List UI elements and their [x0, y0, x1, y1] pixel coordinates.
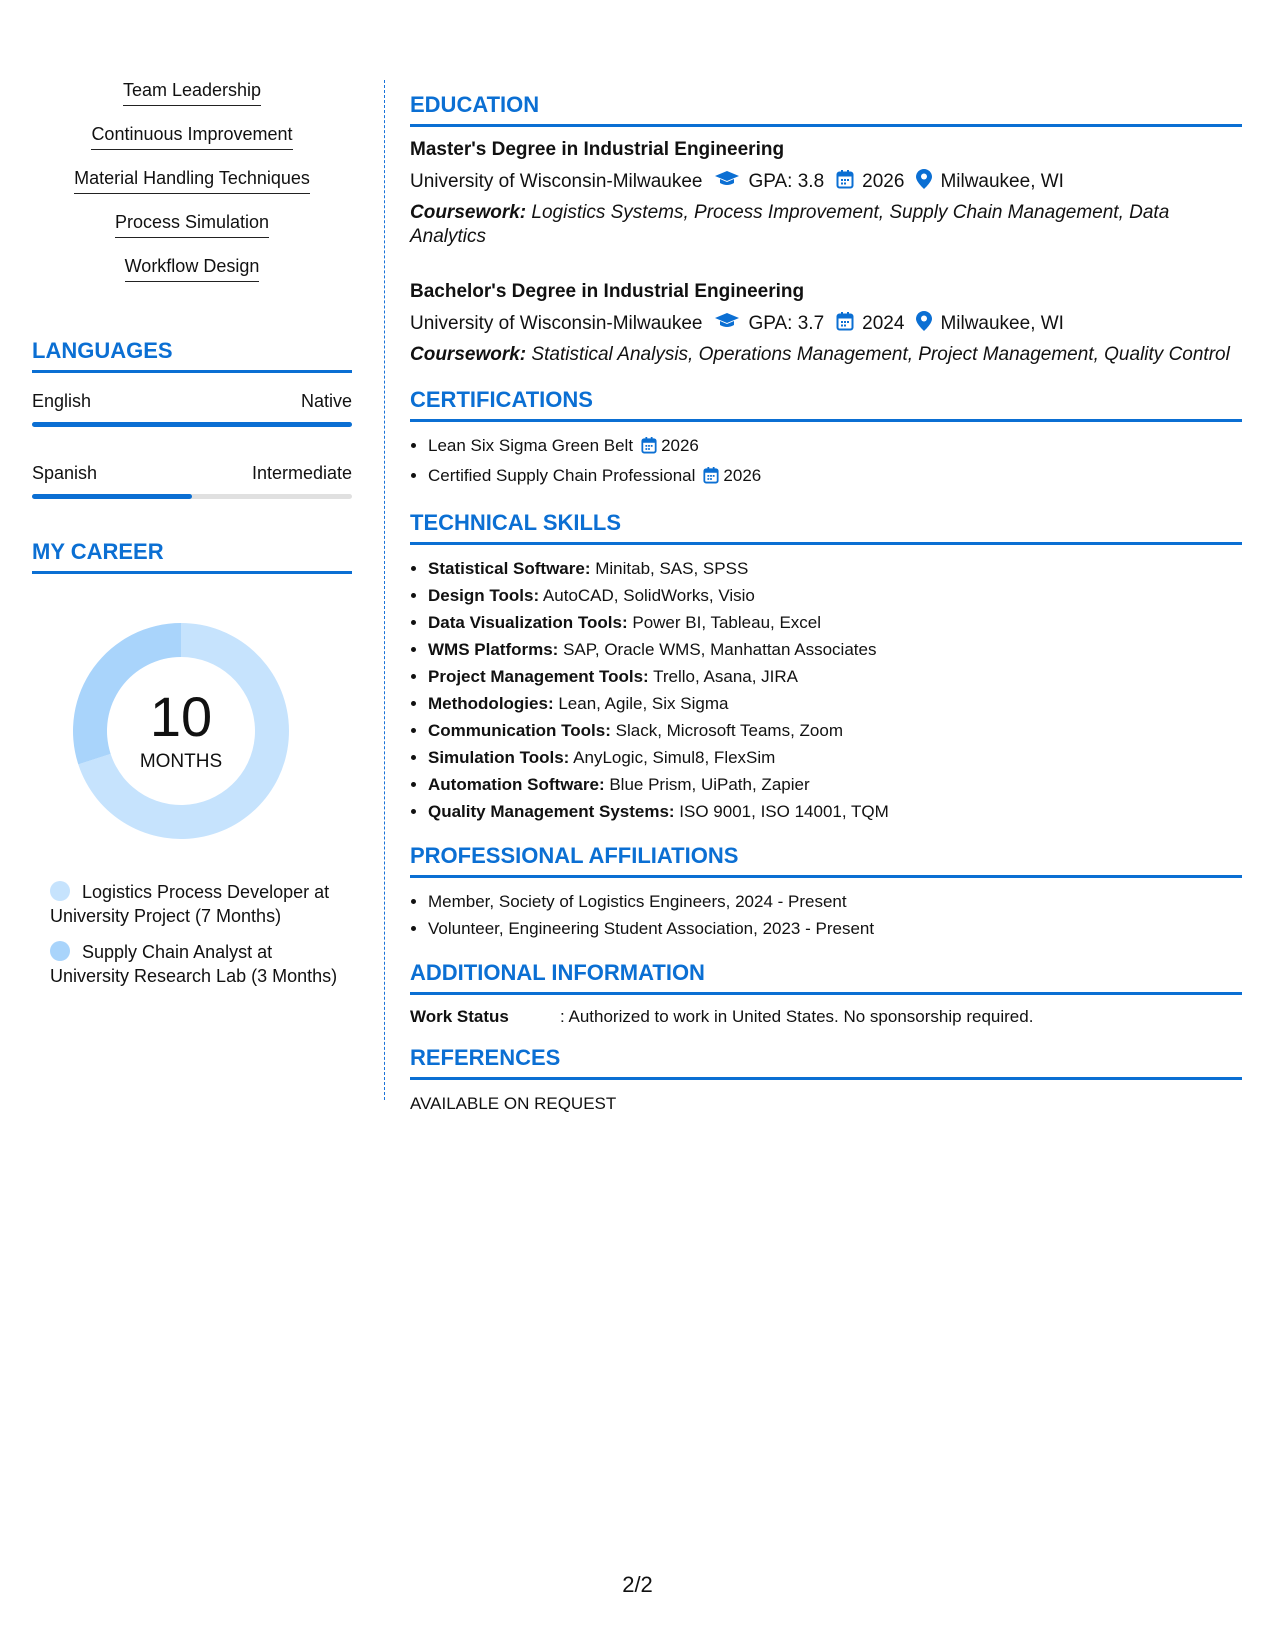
career-section	[32, 539, 352, 988]
tech-skill-item: • Automation Software: Blue Prism, UiPath, Zapier	[428, 771, 1242, 798]
languages-section	[32, 338, 352, 499]
column-divider	[384, 80, 385, 1100]
skill-tag: Material Handling Techniques	[74, 168, 310, 194]
language-row	[32, 391, 352, 412]
gpa: GPA: 3.7	[748, 313, 825, 334]
languages-title: LANGUAGES	[32, 338, 352, 373]
school-name: University of Wisconsin-Milwaukee	[410, 171, 703, 192]
certification-item: • Lean Six Sigma Green Belt 2026	[428, 432, 1242, 462]
work-status-label: Work Status	[410, 1007, 509, 1026]
school-location: Milwaukee, WI	[940, 171, 1064, 192]
legend-label: Supply Chain Analyst at University Research Lab (3 Months)	[50, 942, 338, 986]
legend-dot	[50, 881, 70, 901]
legend-item	[50, 880, 340, 928]
affiliations-list	[410, 888, 1242, 942]
certifications-title: CERTIFICATIONS	[410, 387, 1242, 422]
graduation-cap-icon	[714, 170, 740, 194]
career-total: 10	[149, 685, 213, 748]
education-title: EDUCATION	[410, 92, 1242, 127]
page-number: 2/2	[622, 1572, 653, 1597]
education-list	[410, 139, 1242, 367]
calendar-icon	[641, 435, 657, 462]
language-name: English	[32, 391, 92, 411]
language-bar-fill	[32, 422, 352, 427]
degree-name: Bachelor's Degree in Industrial Engineering	[410, 281, 805, 302]
language-level: Intermediate	[251, 463, 352, 483]
calendar-icon	[836, 311, 854, 337]
work-status-value: : Authorized to work in United States. No sponsorship required.	[560, 1007, 1034, 1026]
legend-dot	[50, 941, 70, 961]
education-item	[410, 139, 1242, 249]
soft-skills-list	[32, 80, 352, 300]
calendar-icon	[836, 169, 854, 195]
technical-skills-list	[410, 555, 1242, 825]
career-unit: MONTHS	[139, 751, 223, 772]
language-bar	[32, 494, 352, 499]
tech-skill-item: • Project Management Tools: Trello, Asana, JIRA	[428, 663, 1242, 690]
career-legend	[50, 880, 340, 988]
tech-skill-item: • Simulation Tools: AnyLogic, Simul8, FlexSim	[428, 744, 1242, 771]
technical-skills-title: TECHNICAL SKILLS	[410, 510, 1242, 545]
affiliation-item: • Member, Society of Logistics Engineers, 2024 - Present	[428, 888, 1242, 915]
language-bar-fill	[32, 494, 192, 499]
tech-skill-item: • Quality Management Systems: ISO 9001, ISO 14001, TQM	[428, 798, 1242, 825]
language-level: Native	[300, 391, 352, 411]
references-title: REFERENCES	[410, 1045, 1242, 1080]
tech-skill-item: • WMS Platforms: SAP, Oracle WMS, Manhattan Associates	[428, 636, 1242, 663]
school-name: University of Wisconsin-Milwaukee	[410, 313, 703, 334]
tech-skill-item: • Statistical Software: Minitab, SAS, SPSS	[428, 555, 1242, 582]
language-name: Spanish	[32, 463, 98, 483]
gpa: GPA: 3.8	[748, 171, 825, 192]
language-row	[32, 463, 352, 484]
additional-info-title: ADDITIONAL INFORMATION	[410, 960, 1242, 995]
references-text: AVAILABLE ON REQUEST	[410, 1094, 617, 1113]
tech-skill-item: • Design Tools: AutoCAD, SolidWorks, Visio	[428, 582, 1242, 609]
main-content	[410, 92, 1242, 1114]
graduation-year: 2024	[862, 313, 905, 334]
school-location: Milwaukee, WI	[940, 313, 1064, 334]
skill-tag: Team Leadership	[123, 80, 261, 106]
skill-tag: Workflow Design	[125, 256, 260, 282]
calendar-icon	[703, 465, 719, 492]
skill-tag: Process Simulation	[115, 212, 269, 238]
tech-skill-item: • Methodologies: Lean, Agile, Six Sigma	[428, 690, 1242, 717]
certifications-list	[410, 432, 1242, 492]
coursework: Coursework: Logistics Systems, Process Improvement, Supply Chain Management, Data Analytics	[410, 202, 1170, 247]
language-bar	[32, 422, 352, 427]
education-item	[410, 281, 1242, 367]
graduation-cap-icon	[714, 312, 740, 336]
location-pin-icon	[916, 169, 932, 195]
certification-item: • Certified Supply Chain Professional 2026	[428, 462, 1242, 492]
affiliation-item: • Volunteer, Engineering Student Association, 2023 - Present	[428, 915, 1242, 942]
tech-skill-item: • Communication Tools: Slack, Microsoft Teams, Zoom	[428, 717, 1242, 744]
coursework: Coursework: Statistical Analysis, Operations Management, Project Management, Quality Control	[410, 344, 1230, 365]
legend-item	[50, 940, 340, 988]
tech-skill-item: • Data Visualization Tools: Power BI, Tableau, Excel	[428, 609, 1242, 636]
legend-label: Logistics Process Developer at University Project (7 Months)	[50, 882, 330, 926]
career-donut	[66, 616, 296, 846]
degree-name: Master's Degree in Industrial Engineering	[410, 139, 785, 160]
sidebar	[32, 80, 352, 1000]
location-pin-icon	[916, 311, 932, 337]
graduation-year: 2026	[862, 171, 905, 192]
career-title: MY CAREER	[32, 539, 352, 574]
skill-tag: Continuous Improvement	[91, 124, 292, 150]
work-status-row	[410, 1007, 1242, 1027]
affiliations-title: PROFESSIONAL AFFILIATIONS	[410, 843, 1242, 878]
